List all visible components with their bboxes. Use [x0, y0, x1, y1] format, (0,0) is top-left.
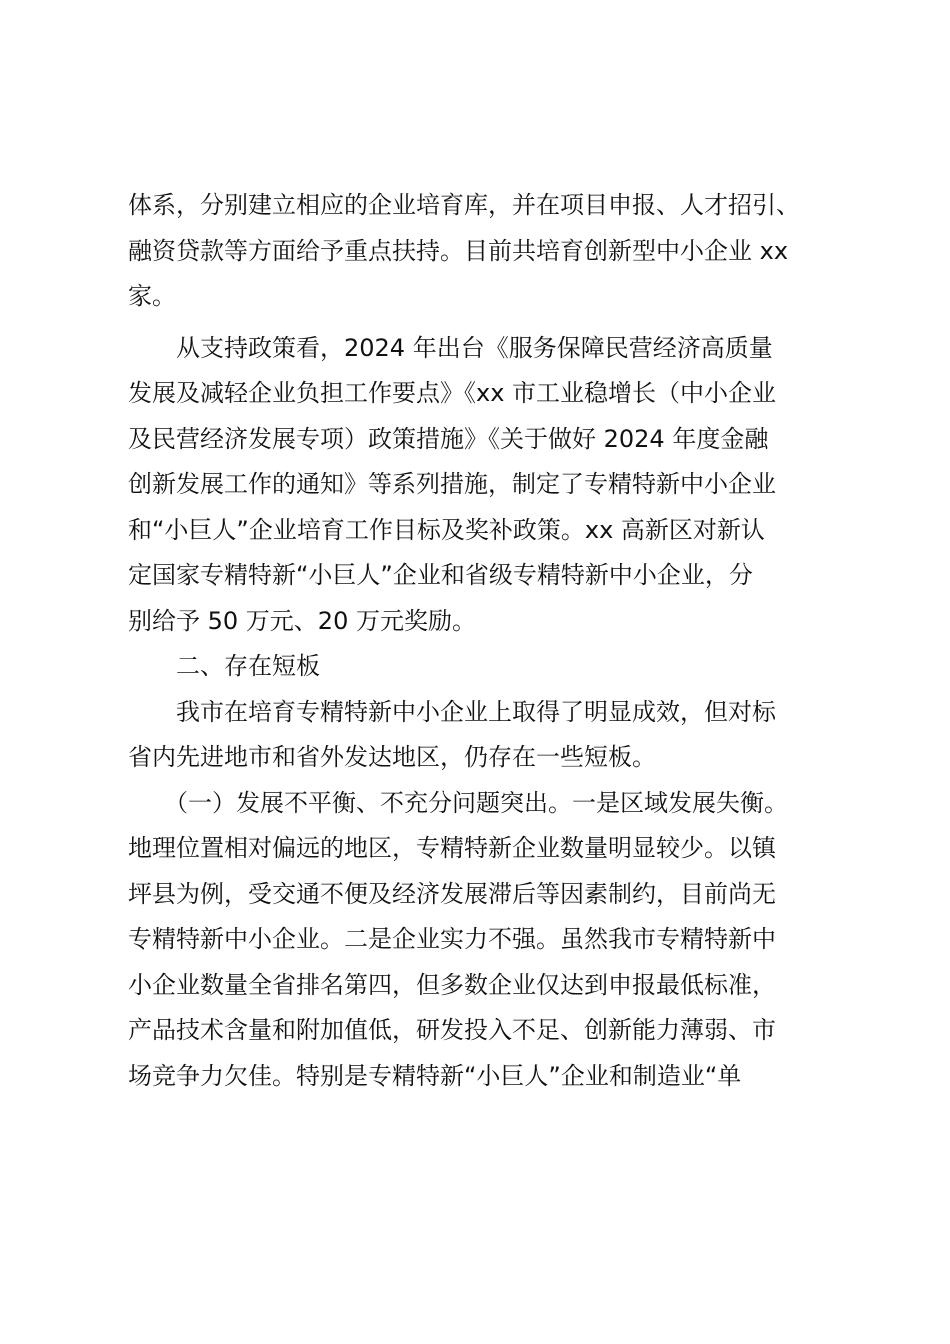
text-line: 从支持政策看，2024 年出台《服务保障民营经济高质量 [128, 333, 773, 362]
text-line: 创新发展工作的通知》等系列措施，制定了专精特新中小企业 [128, 470, 776, 498]
text-line: 别给予 50 万元、20 万元奖励。 [128, 606, 476, 635]
text-line: 家。 [128, 282, 176, 310]
text-line: 及民营经济发展专项）政策措施》《关于做好 2024 年度金融 [128, 424, 769, 453]
text-line: 场竞争力欠佳。特别是专精特新“小巨人”企业和制造业“单 [128, 1061, 742, 1090]
text-line: 专精特新中小企业。二是企业实力不强。虽然我市专精特新中 [128, 925, 776, 953]
text-line: 地理位置相对偏远的地区，专精特新企业数量明显较少。以镇 [128, 834, 776, 862]
text-line: 融资贷款等方面给予重点扶持。目前共培育创新型中小企业 xx [128, 236, 789, 265]
text-line: 省内先进地市和省外发达地区，仍存在一些短板。 [128, 743, 656, 771]
text-line: （一）发展不平衡、不充分问题突出。一是区域发展失衡。 [128, 788, 788, 817]
text-line: 坪县为例，受交通不便及经济发展滞后等因素制约，目前尚无 [128, 879, 776, 908]
text-line: 发展及减轻企业负担工作要点》《xx 市工业稳增长（中小企业 [128, 379, 777, 407]
text-line: 体系，分别建立相应的企业培育库，并在项目申报、人才招引、 [128, 191, 800, 219]
document-body [128, 183, 833, 1099]
text-line: 和“小巨人”企业培育工作目标及奖补政策。xx 高新区对新认 [128, 515, 765, 544]
text-line: 我市在培育专精特新中小企业上取得了明显成效，但对标 [128, 697, 776, 726]
section-heading: 二、存在短板 [128, 652, 320, 680]
text-line: 定国家专精特新“小巨人”企业和省级专精特新中小企业，分 [128, 561, 753, 589]
text-line: 小企业数量全省排名第四，但多数企业仅达到申报最低标准， [128, 970, 776, 999]
text-line: 产品技术含量和附加值低，研发投入不足、创新能力薄弱、市 [128, 1016, 776, 1044]
